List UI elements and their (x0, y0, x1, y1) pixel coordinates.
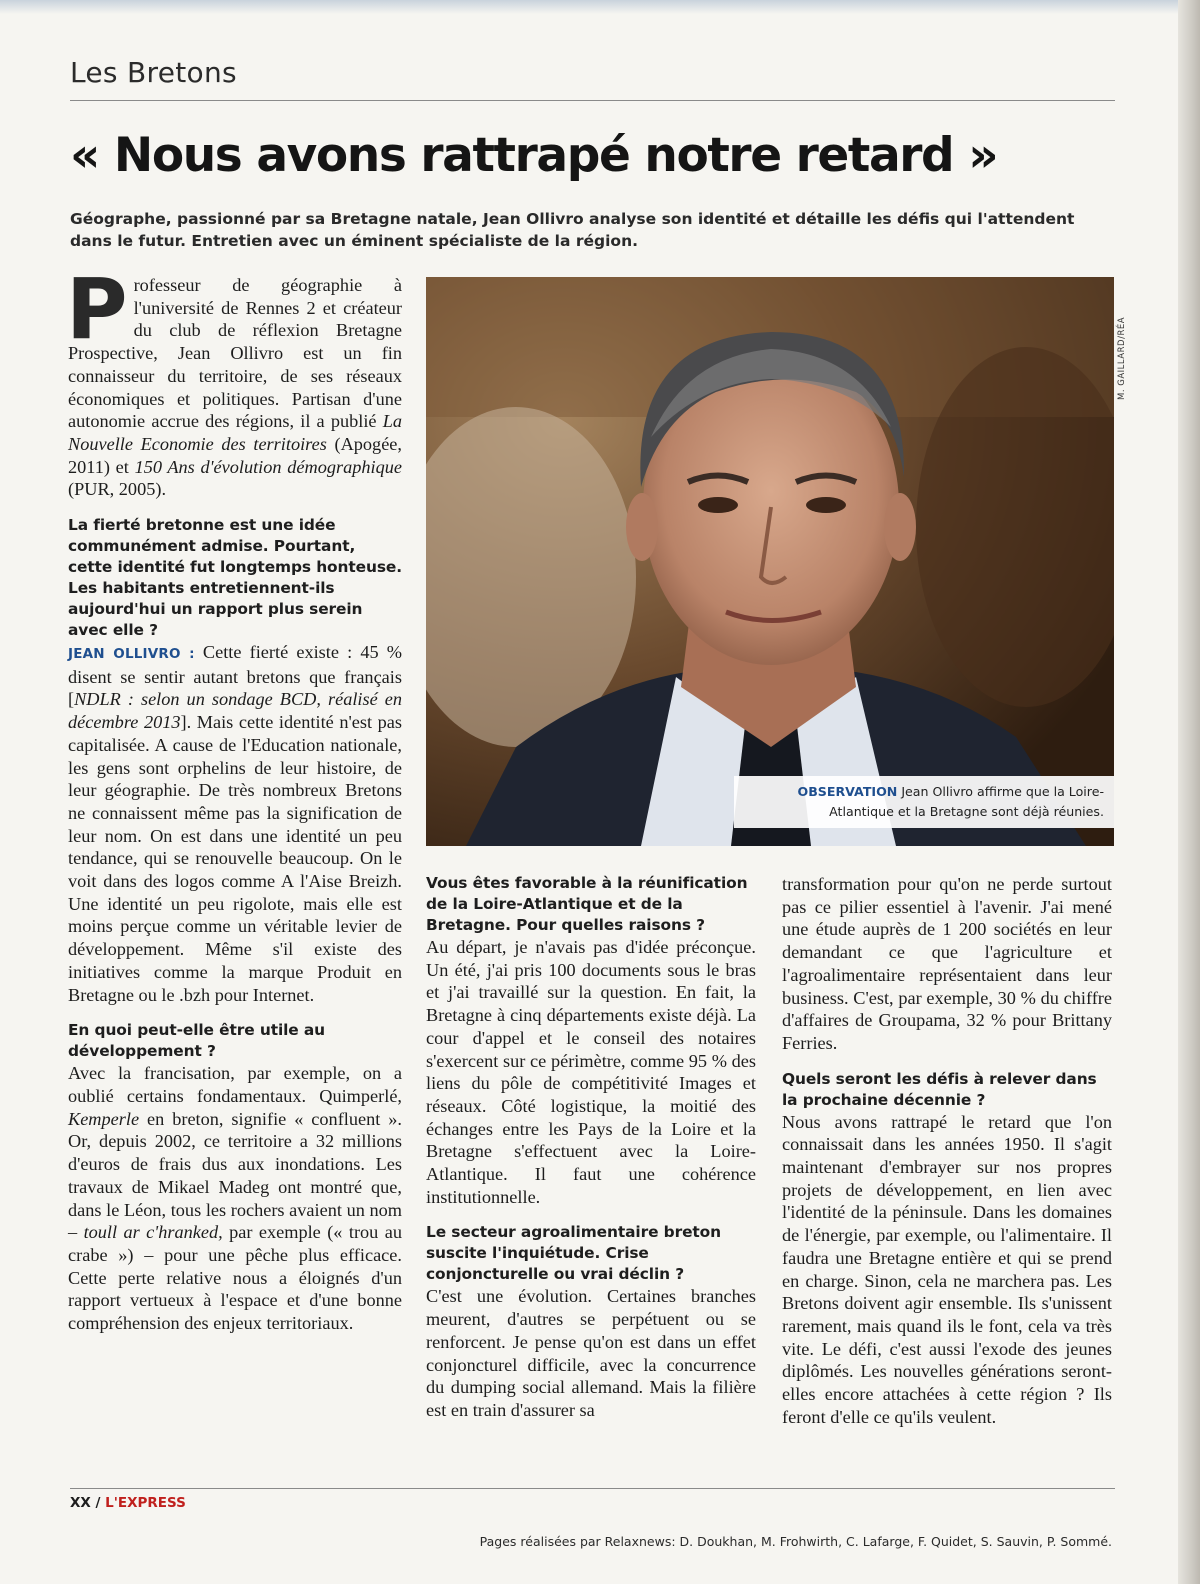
portrait-photo (426, 277, 1114, 846)
column-1 (66, 260, 402, 1335)
column-2 (426, 873, 756, 1422)
caption-label: OBSERVATION (797, 784, 898, 799)
book-title: La Nouvelle Economie des territoires (68, 411, 402, 454)
question-1: La fierté bretonne est une idée communément admise. Pourtant, cette identité fut longtemps honteuse. Les habitants entretiennent-ils aujourd'hui un rapport plus serein avec elle ? (68, 516, 402, 640)
lede: Géographe, passionné par sa Bretagne natale, Jean Ollivro analyse son identité et détaille les défis qui l'attendent dans le futur. Entretien avec un éminent spécialiste de la région. (70, 210, 1075, 250)
intro-paragraph: Professeur de géographie à l'université de Rennes 2 et créateur du club de réflexion Bretagne Prospective, Jean Ollivro est un fin connaisseur du territoire, de ses réseaux économiques et politiques. Partisan d'une autonomie accrue des régions, il a publié La Nouvelle Economie des territoires (Apogée, 2011) et 150 Ans d'évolution démographique (PUR, 2005). (66, 260, 402, 500)
page-credits: Pages réalisées par Relaxnews: D. Doukhan, M. Frohwirth, C. Lafarge, F. Quidet, S. Sauvin, P. Sommé. (479, 1534, 1112, 1549)
photo-credit: M. GAILLARD/RÉA (1117, 316, 1127, 400)
photo-caption: OBSERVATION Jean Ollivro affirme que la Loire-Atlantique et la Bretagne sont déjà réunies. (734, 776, 1114, 828)
answer-3: Au départ, je n'avais pas d'idée préconçue. Un été, j'ai pris 100 documents sous le bras et j'ai travaillé sur la question. En fait, la Bretagne à cinq départements existe déjà. La cour d'appel et le conseil des notaires s'exercent sur ce périmètre, comme 95 % des liens du pôle de compétitivité Images et réseaux. Côté logistique, la moitié des échanges entre les Pays de la Loire et la Bretagne s'effectuent avec la Loire-Atlantique. Il faut une cohérence institutionnelle. (426, 937, 756, 1207)
portrait-illustration (426, 277, 1114, 846)
question-4: Le secteur agroalimentaire breton suscite l'inquiétude. Crise conjoncturelle ou vrai déclin ? (426, 1223, 721, 1284)
page-number: XX / (70, 1495, 106, 1511)
headline: « Nous avons rattrapé notre retard » (70, 128, 998, 183)
question-5: Quels seront les défis à relever dans la prochaine décennie ? (782, 1069, 1097, 1109)
question-3: Vous êtes favorable à la réunification de la Loire-Atlantique et de la Bretagne. Pour quelles raisons ? (426, 874, 748, 934)
answer-4-continued: transformation pour qu'on ne perde surtout pas ce pilier essentiel à l'avenir. J'ai mené une étude auprès de 1 200 sociétés en leur demandant ce que l'agriculture et l'agroalimentaire représentaient dans leur business. C'est, par exemple, 30 % du chiffre d'affaires de Groupama, 32 % pour Brittany Ferries. (782, 874, 1112, 1053)
answer-2: Avec la francisation, par exemple, on a oublié certains fondamentaux. Quimperlé, Kemperle en breton, signifie « confluent ». Or, depuis 2002, ce territoire a 32 millions d'euros de frais dus aux inondations. Les travaux de Mikael Madeg ont montré que, dans le Léon, tous les rochers avaient un nom – toull ar c'hranked, par exemple (« trou au crabe ») – pour une pêche plus efficace. Cette perte relative nous a éloignés d'un rapport vertueux à l'espace et d'une bonne compréhension des enjeux territoriaux. (68, 1063, 402, 1334)
answer-4: C'est une évolution. Certaines branches meurent, d'autres se perpétuent ou se renforcent. Je pense qu'on est dans un effet conjoncturel difficile, avec la concurrence du dumping social allemand. Mais la filière est en train d'assurer sa (426, 1286, 756, 1420)
page-gutter-edge (1178, 0, 1200, 1584)
editor-note: NDLR : selon un sondage BCD, réalisé en décembre 2013 (68, 689, 402, 733)
speaker-label: JEAN OLLIVRO : (68, 646, 195, 663)
footer-rule (70, 1488, 1115, 1489)
section-label: Les Bretons (70, 56, 237, 89)
question-2: En quoi peut-elle être utile au développement ? (68, 1021, 326, 1061)
page-folio (70, 1495, 186, 1511)
drop-cap: P (66, 260, 128, 358)
magazine-brand: L'EXPRESS (105, 1495, 186, 1511)
answer-5: Nous avons rattrapé le retard que l'on connaissait dans les années 1950. Il s'agit maintenant d'embrayer sur nos propres projets de développement, en lien avec l'identité de la péninsule. Dans les domaines de l'énergie, par exemple, ou l'alimentaire. Il faudra une Bretagne entière et qui se prend en charge. Sinon, cela ne marchera pas. Les Bretons doivent agir ensemble. Ils s'unissent rarement, mais quand ils le font, cela va très vite. Le défi, c'est aussi l'exode des jeunes diplômés. Les nouvelles générations seront-elles encore attachées à cette région ? Ils feront d'elle ce qu'ils veulent. (782, 1111, 1112, 1427)
answer-1: JEAN OLLIVRO : Cette fierté existe : 45 % disent se sentir autant bretons que français [NDLR : selon un sondage BCD, réalisé en décembre 2013]. Mais cette identité n'est pas capitalisée. A cause de l'Education nationale, les gens sont orphelins de leur histoire, de leur géographie. De très nombreux Bretons ne connaissent même pas la signification de leur nom. On est dans une identité un peu tendance, qui se renouvelle beaucoup. On le voit dans des logos comme A l'Aise Breizh. Une identité un peu rigolote, mais elle est moins perçue comme un véritable levier de développement. Même s'il existe des initiatives comme la marque Produit en Bretagne ou le .bzh pour Internet. (68, 642, 402, 1005)
header-rule (70, 100, 1115, 101)
scan-top-edge (0, 0, 1200, 14)
column-3 (782, 873, 1112, 1428)
book-title: 150 Ans d'évolution démographique (134, 456, 402, 477)
